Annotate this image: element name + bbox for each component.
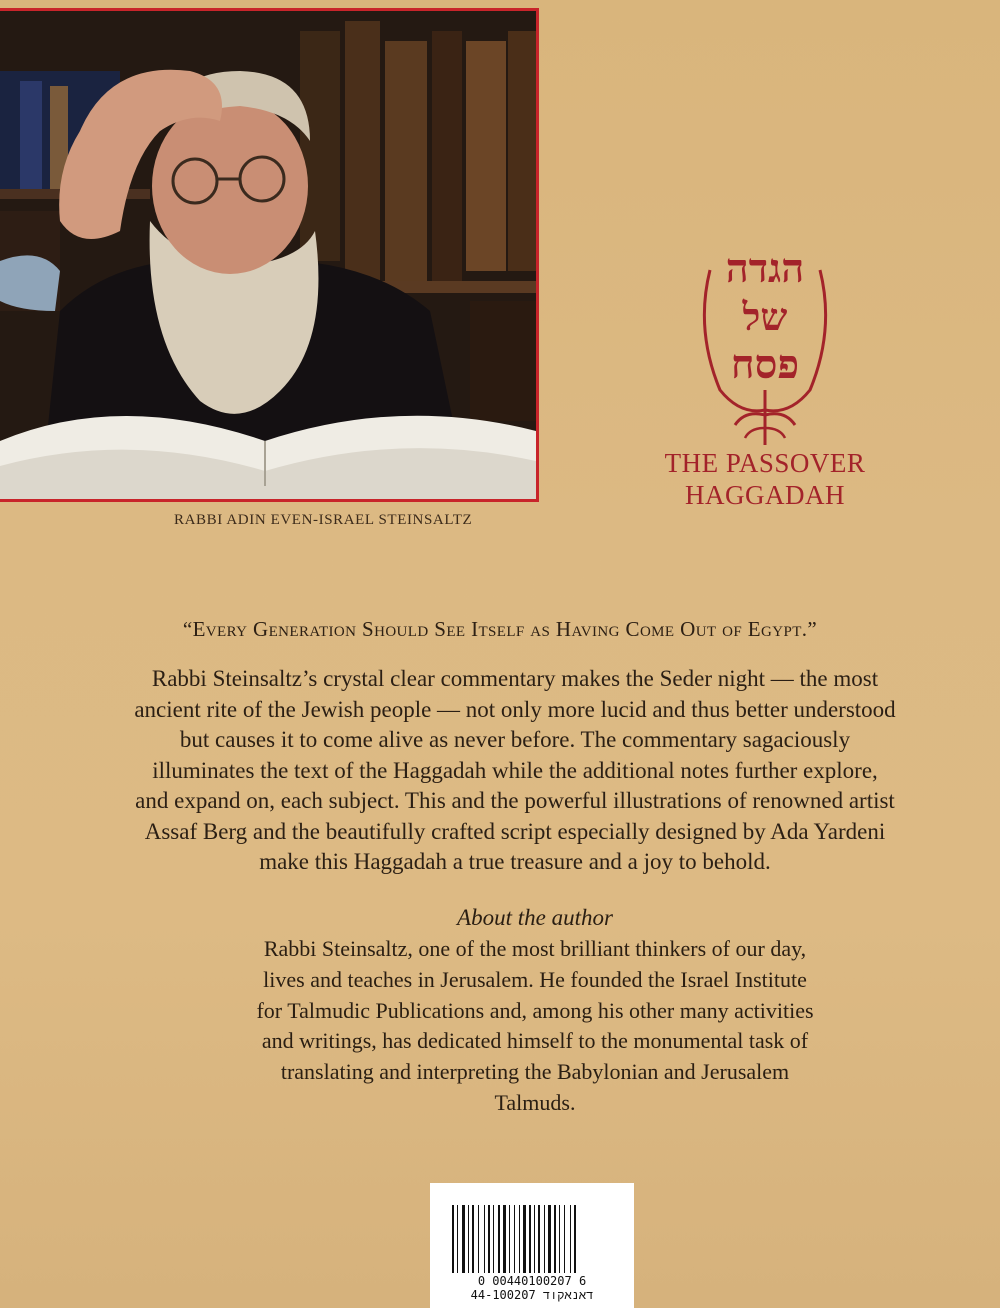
barcode bbox=[430, 1183, 634, 1308]
description-line: ancient rite of the Jewish people — not only more lucid and thus better understood bbox=[134, 696, 896, 722]
about-author-paragraph bbox=[0, 934, 1000, 1119]
logo-hebrew-line-3: פסח bbox=[730, 341, 800, 388]
author-photo-illustration bbox=[0, 11, 536, 502]
logo-hebrew-line-1: הגדה bbox=[725, 245, 805, 292]
photo-caption: RABBI ADIN EVEN-ISRAEL STEINSALTZ bbox=[174, 512, 473, 528]
about-line: translating and interpreting the Babylonian and Jerusalem bbox=[280, 1059, 790, 1085]
barcode-bars-icon bbox=[450, 1205, 614, 1273]
description-line: and expand on, each subject. This and the powerful illustrations of renowned artist bbox=[135, 788, 895, 813]
logo-hebrew-line-2: של bbox=[742, 294, 788, 339]
about-line: Talmuds. bbox=[494, 1089, 576, 1115]
about-line: lives and teaches in Jerusalem. He founded the Israel Institute bbox=[263, 966, 807, 992]
about-line: Rabbi Steinsaltz, one of the most brilliant thinkers of our day, bbox=[263, 936, 807, 961]
description-paragraph bbox=[30, 664, 1000, 878]
about-line: for Talmudic Publications and, among his other many activities bbox=[256, 997, 814, 1023]
description-line: Rabbi Steinsaltz’s crystal clear commentary makes the Seder night — the most bbox=[151, 666, 879, 691]
description-line: Assaf Berg and the beautifully crafted script especially designed by Ada Yardeni bbox=[144, 818, 886, 844]
haggadah-logo bbox=[690, 240, 840, 450]
haggadah-emblem-icon bbox=[690, 240, 840, 450]
book-title-line-1: THE PASSOVER bbox=[664, 448, 866, 478]
barcode-number: 0 00440100207 6 bbox=[477, 1274, 587, 1288]
description-line: illuminates the text of the Haggadah while the additional notes further explore, bbox=[152, 757, 878, 783]
description-line: but causes it to come alive as never before. The commentary sagaciously bbox=[179, 727, 851, 752]
epigraph-quote: “Every Generation Should See Itself as Having Come Out of Egypt.” bbox=[182, 617, 818, 641]
description-line: make this Haggadah a true treasure and a joy to behold. bbox=[259, 849, 771, 874]
barcode-code: 44-100207 דאנאקוד bbox=[470, 1288, 594, 1302]
author-photo bbox=[0, 8, 539, 502]
book-title-line-2: HAGGADAH bbox=[685, 480, 845, 510]
about-line: and writings, has dedicated himself to the monumental task of bbox=[261, 1028, 809, 1054]
about-author-heading: About the author bbox=[457, 905, 613, 930]
